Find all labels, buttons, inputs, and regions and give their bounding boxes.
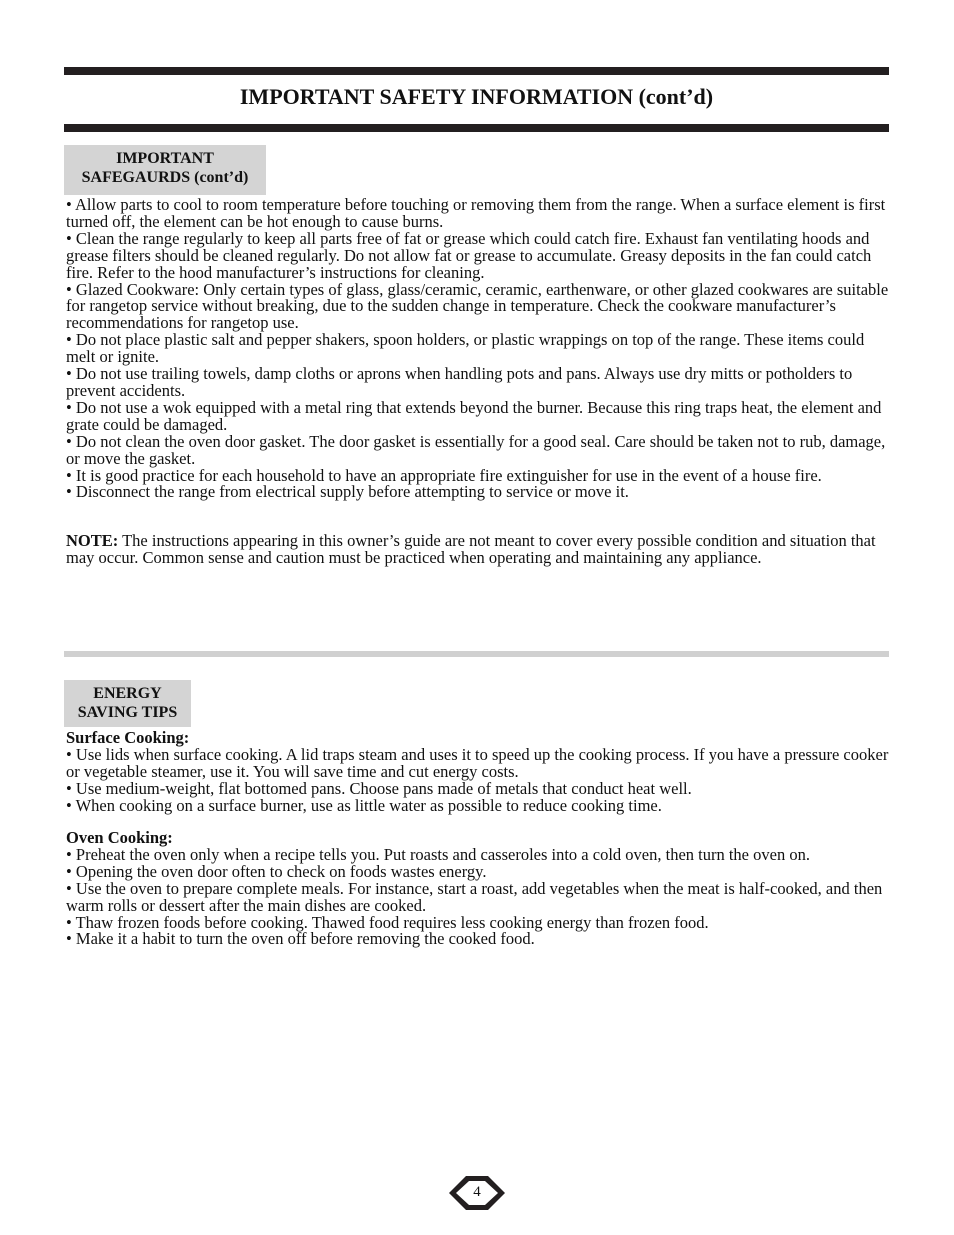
safeguard-item: • Allow parts to cool to room temperature before touching or removing them from the range. When a surface element is first turned off, the element can be hot enough to cause burns. <box>66 195 886 231</box>
safeguard-item: • Glazed Cookware: Only certain types of glass, glass/ceramic, ceramic, earthenware, or other glazed cookwares are suitable for rangetop service without breaking, due to the sudden change in temperature. Check the cookware manufacturer’s recommendations for rangetop use. <box>66 279 889 333</box>
safeguard-item: • Disconnect the range from electrical supply before attempting to service or move it. <box>66 482 629 502</box>
surface-tip-item: • Use medium-weight, flat bottomed pans. Choose pans made of metals that conduct heat well. <box>66 778 692 798</box>
safeguard-item: • Do not clean the oven door gasket. The door gasket is essentially for a good seal. Care should be taken not to rub, damage, or move the gasket. <box>66 431 886 468</box>
oven-tip-item: • Make it a habit to turn the oven off before removing the cooked food. <box>66 929 535 949</box>
oven-tip-item: • Preheat the oven only when a recipe tells you. Put roasts and casseroles into a cold oven, then turn the oven on. <box>66 844 810 864</box>
safeguards-tag-line2: SAFEGAURDS (cont’d) <box>81 169 249 186</box>
safeguards-tag-line1: IMPORTANT <box>116 150 214 167</box>
page-title: IMPORTANT SAFETY INFORMATION (cont’d) <box>239 84 714 109</box>
surface-cooking-section <box>66 730 889 815</box>
page-number-badge <box>447 1176 507 1210</box>
surface-cooking-heading: Surface Cooking: <box>66 728 190 747</box>
safeguards-section-tag <box>64 145 266 195</box>
surface-tip-item: • Use lids when surface cooking. A lid traps steam and uses it to speed up the cooking process. If you have a pressure cooker or vegetable steamer, use it. You will save time and cut energy costs. <box>66 744 889 781</box>
safeguard-item: • It is good practice for each household to have an appropriate fire extinguisher for use in the event of a house fire. <box>66 465 822 485</box>
header-top-rule <box>64 67 889 75</box>
note-paragraph <box>66 533 889 567</box>
oven-cooking-heading: Oven Cooking: <box>66 828 173 847</box>
surface-tip-item: • When cooking on a surface burner, use as little water as possible to reduce cooking time. <box>66 795 662 815</box>
header-bottom-rule <box>64 124 889 132</box>
oven-cooking-section <box>66 830 889 948</box>
energy-tag-line2: SAVING TIPS <box>77 704 178 721</box>
oven-tip-item: • Thaw frozen foods before cooking. Thawed food requires less cooking energy than frozen food. <box>66 912 709 932</box>
note-text: The instructions appearing in this owner’s guide are not meant to cover every possible condition and situation that may occur. Common sense and caution must be practiced when operating and maintaining any appliance. <box>66 531 876 567</box>
energy-tag-line1: ENERGY <box>93 685 162 702</box>
safeguard-item: • Do not use a wok equipped with a metal ring that extends beyond the burner. Because this ring traps heat, the element and grate could be damaged. <box>66 397 882 434</box>
safeguard-item: • Do not place plastic salt and pepper shakers, spoon holders, or plastic wrappings on top of the range. These items could melt or ignite. <box>66 330 865 367</box>
safeguards-list <box>66 197 889 501</box>
energy-section-tag <box>64 680 191 727</box>
oven-tip-item: • Opening the oven door often to check on foods wastes energy. <box>66 861 487 881</box>
safeguard-item: • Do not use trailing towels, damp cloths or aprons when handling pots and pans. Always use dry mitts or potholders to prevent accidents. <box>66 364 853 400</box>
oven-tip-item: • Use the oven to prepare complete meals. For instance, start a roast, add vegetables when the meat is half-cooked, and then warm rolls or dessert after the main dishes are cooked. <box>66 878 883 915</box>
page-number: 4 <box>473 1184 481 1200</box>
safeguard-item: • Clean the range regularly to keep all parts free of fat or grease which could catch fire. Exhaust fan ventilating hoods and grease filters should be cleaned regularly. Do not allow fat or grease to accumulate. Greasy deposits in the fan could catch fire. Refer to the hood manufacturer’s instructions for cleaning. <box>66 228 872 282</box>
section-divider <box>64 651 889 657</box>
note-label: NOTE: <box>66 531 119 550</box>
